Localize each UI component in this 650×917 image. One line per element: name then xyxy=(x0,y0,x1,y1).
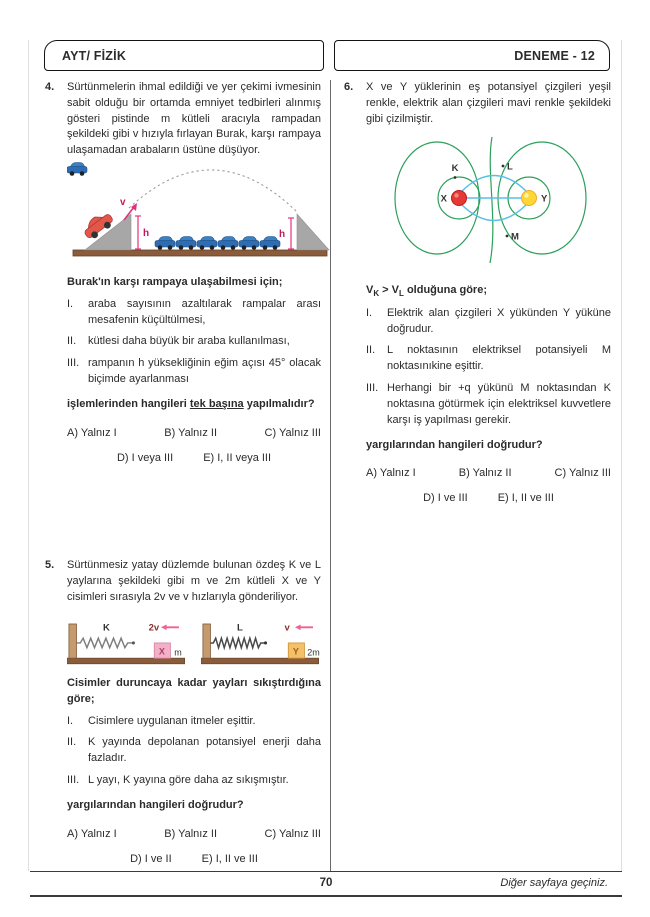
question-5-stem: Cisimler duruncaya kadar yayları sıkıştırdığına göre; xyxy=(67,676,321,705)
page-left-edge xyxy=(28,40,29,871)
point-L-dot xyxy=(502,165,505,168)
item-numeral: II. xyxy=(366,344,376,357)
ramp-cars-diagram xyxy=(67,162,335,260)
item-text: Cisimlere uygulanan itmeler eşittir. xyxy=(88,714,256,727)
header-exam-box xyxy=(334,40,611,71)
option-a: A) Yalnız I xyxy=(366,467,416,480)
question-4-item-1 xyxy=(67,297,321,329)
item-text: Elektrik alan çizgileri X yükünden Y yüküne doğrudur. xyxy=(387,306,611,335)
question-4-options xyxy=(67,426,321,467)
charge-Y-label: Y xyxy=(541,193,548,205)
item-text: L yayı, K yayına göre daha az sıkışmıştır. xyxy=(88,774,289,787)
option-a: A) Yalnız I xyxy=(67,827,117,840)
question-6-intro: X ve Y yüklerinin eş potansiyel çizgileri yeşil renkle, elektrik alan çizgileri mavi renkle şekildeki gibi çizilmiştir. xyxy=(366,81,611,125)
ground xyxy=(73,250,327,256)
question-6-options xyxy=(366,466,611,507)
option-c: C) Yalnız III xyxy=(264,827,321,840)
item-numeral: I. xyxy=(67,297,74,310)
point-K-dot xyxy=(454,177,457,180)
header-subject-box xyxy=(44,40,324,71)
option-c: C) Yalnız III xyxy=(554,467,611,480)
item-text: rampanın h yüksekliğinin eğim açısı 45° olacak biçimde ayarlanması xyxy=(88,357,321,386)
closing-suffix: yapılmalıdır? xyxy=(243,397,315,410)
point-M-dot xyxy=(506,235,509,238)
page-header xyxy=(44,40,610,71)
spring-K-diagram xyxy=(67,617,188,667)
floor xyxy=(201,658,319,664)
question-4-item-2 xyxy=(67,334,321,350)
floor xyxy=(67,658,185,664)
option-d: D) I ve II xyxy=(130,852,172,865)
question-6-item-1 xyxy=(366,306,611,338)
field-lines-diagram xyxy=(374,136,614,264)
question-4-stem: Burak'ın karşı rampaya ulaşabilmesi için; xyxy=(67,275,283,288)
item-text: L noktasının elektriksel potansiyeli M noktasınıkine eşittir. xyxy=(387,344,611,373)
field-line-lower xyxy=(462,205,526,221)
question-4-intro: Sürtünmelerin ihmal edildiği ve yer çekimi ivmesinin sabit olduğu bir ortamda emniyet tedbirleri alınmış gösteri pistinde m kütleli aracıyla rampadan şekildeki gibi v hızıyla fırlayan Burak, karşı rampaya ulaşamadan arabaların üstüne düşüyor. xyxy=(67,81,321,157)
option-b: B) Yalnız II xyxy=(458,467,512,480)
charge-X xyxy=(452,191,467,206)
velocity-label: v xyxy=(120,197,126,209)
point-K-label: K xyxy=(451,163,459,175)
velocity-v-label: v xyxy=(283,622,290,634)
charge-X-highlight xyxy=(454,194,458,198)
right-column xyxy=(344,80,611,507)
option-c: C) Yalnız III xyxy=(264,426,321,439)
trajectory-arc xyxy=(129,170,297,212)
question-4-item-3 xyxy=(67,356,321,388)
charge-Y-highlight xyxy=(524,194,528,198)
option-b: B) Yalnız II xyxy=(164,426,218,439)
charge-Y xyxy=(522,191,537,206)
question-6-closing: yargılarından hangileri doğrudur? xyxy=(366,438,543,451)
item-numeral: II. xyxy=(67,335,77,348)
field-line-upper xyxy=(462,176,526,192)
charge-X-label: X xyxy=(440,193,447,205)
velocity-2v-arrowhead xyxy=(161,624,167,630)
block-Y-label: Y xyxy=(292,646,299,657)
page-footer xyxy=(30,871,622,897)
question-5-intro: Sürtünmesiz yatay düzlemde bulunan özdeş K ve L yaylarına şekildeki gibi m ve 2m kütleli X ve Y cisimleri sırasıyla 2v ve v hızlarıyla gönderiliyor. xyxy=(67,559,321,604)
item-numeral: III. xyxy=(366,382,379,395)
spring-K-coil xyxy=(76,638,132,647)
velocity-2v-label: 2v xyxy=(148,622,160,634)
item-text: Herhangi bir +q yükünü M noktasından K noktasına götürmek için elektriksel kuvvetlere karşı iş yapılması gerekir. xyxy=(387,382,611,426)
block-X-label: X xyxy=(158,646,165,657)
question-6 xyxy=(344,80,611,507)
question-5-number: 5. xyxy=(45,559,55,572)
stem-sub-k: K xyxy=(373,289,380,299)
footer-note: Diğer sayfaya geçiniz. xyxy=(500,877,608,889)
question-6-figure xyxy=(374,136,611,270)
right-ramp xyxy=(297,214,329,250)
mass-m-label: m xyxy=(174,647,182,658)
spring-L-label: L xyxy=(236,622,243,634)
item-numeral: III. xyxy=(67,774,80,787)
question-5-item-2 xyxy=(67,735,321,767)
wall xyxy=(69,624,77,658)
header-exam-label: DENEME - 12 xyxy=(514,48,595,63)
stem-sub-l: L xyxy=(399,289,404,299)
spring-L-diagram xyxy=(201,617,322,667)
question-5-figure xyxy=(67,617,321,667)
question-6-item-2 xyxy=(366,343,611,375)
page-number: 70 xyxy=(319,877,333,889)
header-subject-label: AYT/ FİZİK xyxy=(62,48,127,63)
question-4-figure xyxy=(67,162,321,266)
stem-v1: V xyxy=(366,284,374,297)
velocity-v-arrowhead xyxy=(294,624,300,630)
question-5-options xyxy=(67,827,321,868)
spring-K-label: K xyxy=(103,622,110,634)
spring-L-end xyxy=(264,641,267,644)
item-numeral: III. xyxy=(67,357,80,370)
item-text: kütlesi daha büyük bir araba kullanılması, xyxy=(88,335,290,348)
item-numeral: I. xyxy=(366,306,373,319)
question-4-closing xyxy=(67,397,321,413)
question-5-item-3 xyxy=(67,773,321,789)
option-d: D) I ve III xyxy=(423,492,468,505)
spring-L-coil xyxy=(210,638,264,647)
option-b: B) Yalnız II xyxy=(164,827,218,840)
spring-K-end xyxy=(132,641,135,644)
question-6-number: 6. xyxy=(344,81,354,93)
wall xyxy=(202,624,210,658)
closing-underlined: tek başına xyxy=(189,397,244,410)
h-left-label: h xyxy=(143,228,150,240)
item-text: K yayında depolanan potansiyel enerji daha fazladır. xyxy=(88,736,321,765)
option-e: E) I, II veya III xyxy=(203,451,272,464)
question-5 xyxy=(45,558,321,867)
item-numeral: I. xyxy=(67,714,74,727)
option-d: D) I veya III xyxy=(116,451,174,464)
question-5-closing: yargılarından hangileri doğrudur? xyxy=(67,798,244,811)
closing-prefix: işlemlerinden hangileri xyxy=(67,397,190,410)
question-4 xyxy=(45,80,321,466)
question-6-item-3 xyxy=(366,381,611,428)
page-right-edge xyxy=(621,40,622,871)
item-text: araba sayısının azaltılarak rampalar arası mesafenin küçültülmesi, xyxy=(88,297,321,326)
question-4-number: 4. xyxy=(45,81,55,93)
item-numeral: II. xyxy=(67,736,77,749)
stem-v2: > V xyxy=(379,284,399,297)
question-5-item-1 xyxy=(67,714,321,730)
h-right-label: h xyxy=(279,229,286,241)
option-e: E) I, II ve III xyxy=(497,492,554,505)
option-e: E) I, II ve III xyxy=(201,852,258,865)
parked-cars xyxy=(67,163,280,250)
equipotential-midplane xyxy=(490,137,493,263)
mass-2m-label: 2m xyxy=(306,647,320,658)
point-L-label: L xyxy=(507,161,513,173)
question-6-stem xyxy=(366,283,611,300)
left-column xyxy=(45,80,321,867)
option-a: A) Yalnız I xyxy=(67,426,117,439)
point-M-label: M xyxy=(511,231,519,243)
stem-rest: olduğuna göre; xyxy=(403,284,487,297)
